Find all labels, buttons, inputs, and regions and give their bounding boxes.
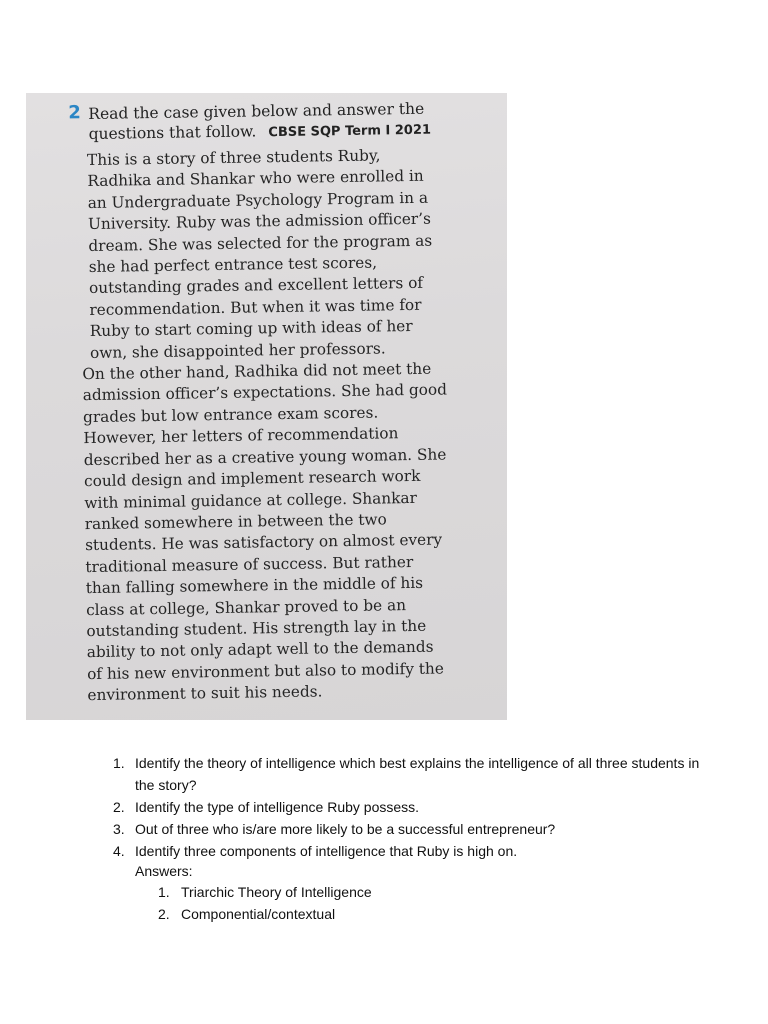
story-line: traditional measure of success. But rather (85, 552, 414, 576)
story-line: an Undergraduate Psychology Program in a (87, 188, 429, 212)
answer-text: Triarchic Theory of Intelligence (181, 884, 372, 900)
question-item (113, 840, 713, 862)
question-text: Out of three who is/are more likely to be a successful entrepreneur? (135, 821, 556, 837)
case-heading-text: Read the case given below and answer the questions that follow. (88, 99, 425, 144)
story-line: Ruby to start coming up with ideas of her (89, 317, 413, 341)
story-line: own, she disappointed her professors. (89, 339, 386, 362)
case-story (82, 144, 506, 707)
story-line: than falling somewhere in the middle of his (85, 573, 424, 598)
answer-number: 2. (158, 906, 170, 922)
story-line: of his new environment but also to modify the (86, 659, 444, 683)
story-line: with minimal guidance at college. Shankar (84, 488, 418, 512)
answer-item (158, 903, 558, 925)
answer-number: 1. (158, 884, 170, 900)
question-text: Identify the theory of intelligence which best explains the intelligence of all three students in the story? (135, 755, 700, 793)
story-line: On the other hand, Radhika did not meet the (82, 359, 432, 384)
story-line: class at college, Shankar proved to be an (85, 595, 407, 619)
case-heading (88, 98, 489, 146)
answers-label: Answers: (135, 863, 193, 879)
story-line: described her as a creative young woman. She (83, 445, 447, 469)
question-text: Identify three components of intelligence that Ruby is high on. (135, 843, 518, 859)
story-line: However, her letters of recommendation (83, 424, 399, 448)
story-line: University. Ruby was the admission officer’s (87, 209, 431, 234)
story-line: This is a story of three students Ruby, (86, 146, 381, 170)
story-line: could design and implement research work (83, 466, 421, 491)
question-number: 3. (113, 821, 125, 837)
question-list (113, 752, 713, 862)
answer-list (158, 881, 558, 925)
story-line: environment to suit his needs. (87, 682, 323, 705)
story-line: outstanding grades and excellent letters of (88, 274, 424, 298)
story-line: recommendation. But when it was time for (89, 295, 422, 319)
story-line: Radhika and Shankar who were enrolled in (87, 167, 424, 191)
question-item (113, 752, 713, 796)
story-line: admission officer’s expectations. She had good (82, 380, 448, 405)
question-number: 2. (113, 799, 125, 815)
story-line: grades but low entrance exam scores. (82, 403, 379, 427)
question-number: 1. (113, 755, 125, 771)
question-number: 4. (113, 843, 125, 859)
case-number: 2 (68, 102, 82, 124)
question-item (113, 796, 713, 818)
story-line: dream. She was selected for the program as (88, 231, 433, 255)
story-line: ranked somewhere in between the two (84, 510, 387, 534)
story-line: students. He was satisfactory on almost every (84, 530, 443, 555)
case-photo (26, 93, 507, 720)
question-text: Identify the type of intelligence Ruby possess. (135, 799, 420, 815)
story-line: outstanding student. His strength lay in the (86, 616, 427, 641)
answer-item (158, 881, 558, 903)
answer-text: Componential/contextual (181, 906, 336, 922)
story-line: ability to not only adapt well to the demands (86, 638, 434, 662)
case-source: CBSE SQP Term I 2021 (268, 122, 432, 141)
case-photo-content (26, 93, 507, 720)
question-item (113, 818, 713, 840)
story-line: she had perfect entrance test scores, (88, 253, 378, 277)
